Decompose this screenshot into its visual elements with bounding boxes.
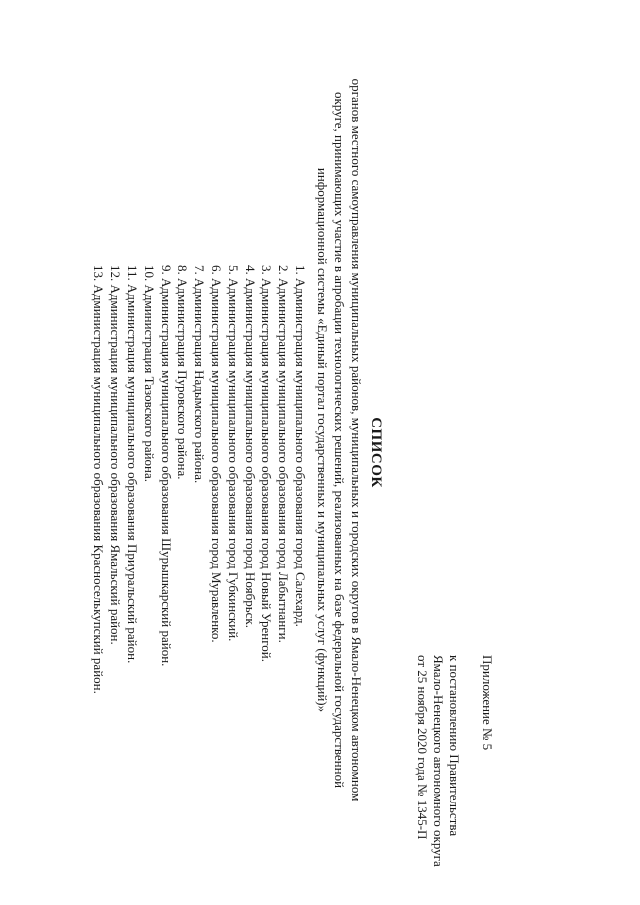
- list-item: 10. Администрация Тазовского района.: [141, 265, 157, 483]
- document-subtitle: органов местного самоуправления муниципальных районов, муниципальных и городских округов в Ямало-Ненецком автономном округе, принимающих участие в апробации технологических решений, реализованных на базе федеральной государственной информационной системы «Единый портал государственных и муниципальных услуг (функций)»: [315, 78, 364, 802]
- rotated-page-content: [55, 0, 525, 905]
- list-item: 4. Администрация муниципального образования город Ноябрьск.: [242, 265, 258, 628]
- list-item: 5. Администрация муниципального образования город Губкинский.: [225, 265, 241, 642]
- list-item: 9. Администрация муниципального образования Шурышкарский район.: [158, 265, 174, 667]
- organizations-list: [90, 265, 308, 825]
- document-title: СПИСОК: [368, 417, 384, 488]
- list-item: 1. Администрация муниципального образования город Салехард.: [293, 265, 308, 627]
- list-item: 7. Администрация Надымского района.: [192, 265, 208, 484]
- list-item: 3. Администрация муниципального образования город Новый Уренгой.: [259, 265, 275, 662]
- appendix-number: Приложение № 5: [480, 655, 495, 751]
- list-item: 6. Администрация муниципального образования город Муравленко.: [209, 265, 225, 643]
- appendix-line-3: от 25 ноября 2020 года № 1345-П: [415, 655, 430, 840]
- list-item: 11. Администрация муниципального образования Приуральский район.: [125, 265, 141, 664]
- list-item: 2. Администрация муниципального образования город Лабытнанги.: [276, 265, 292, 643]
- appendix-block: [414, 655, 495, 895]
- list-item: 13. Администрация муниципального образования Красноселькупский район.: [91, 265, 107, 694]
- appendix-line-1: к постановлению Правительства: [447, 655, 462, 837]
- appendix-line-2: Ямало-Ненецкого автономного округа: [431, 655, 446, 867]
- list-item: 8. Администрация Пуровского района.: [175, 265, 191, 480]
- list-item: 12. Администрация муниципального образования Ямальский район.: [108, 265, 124, 645]
